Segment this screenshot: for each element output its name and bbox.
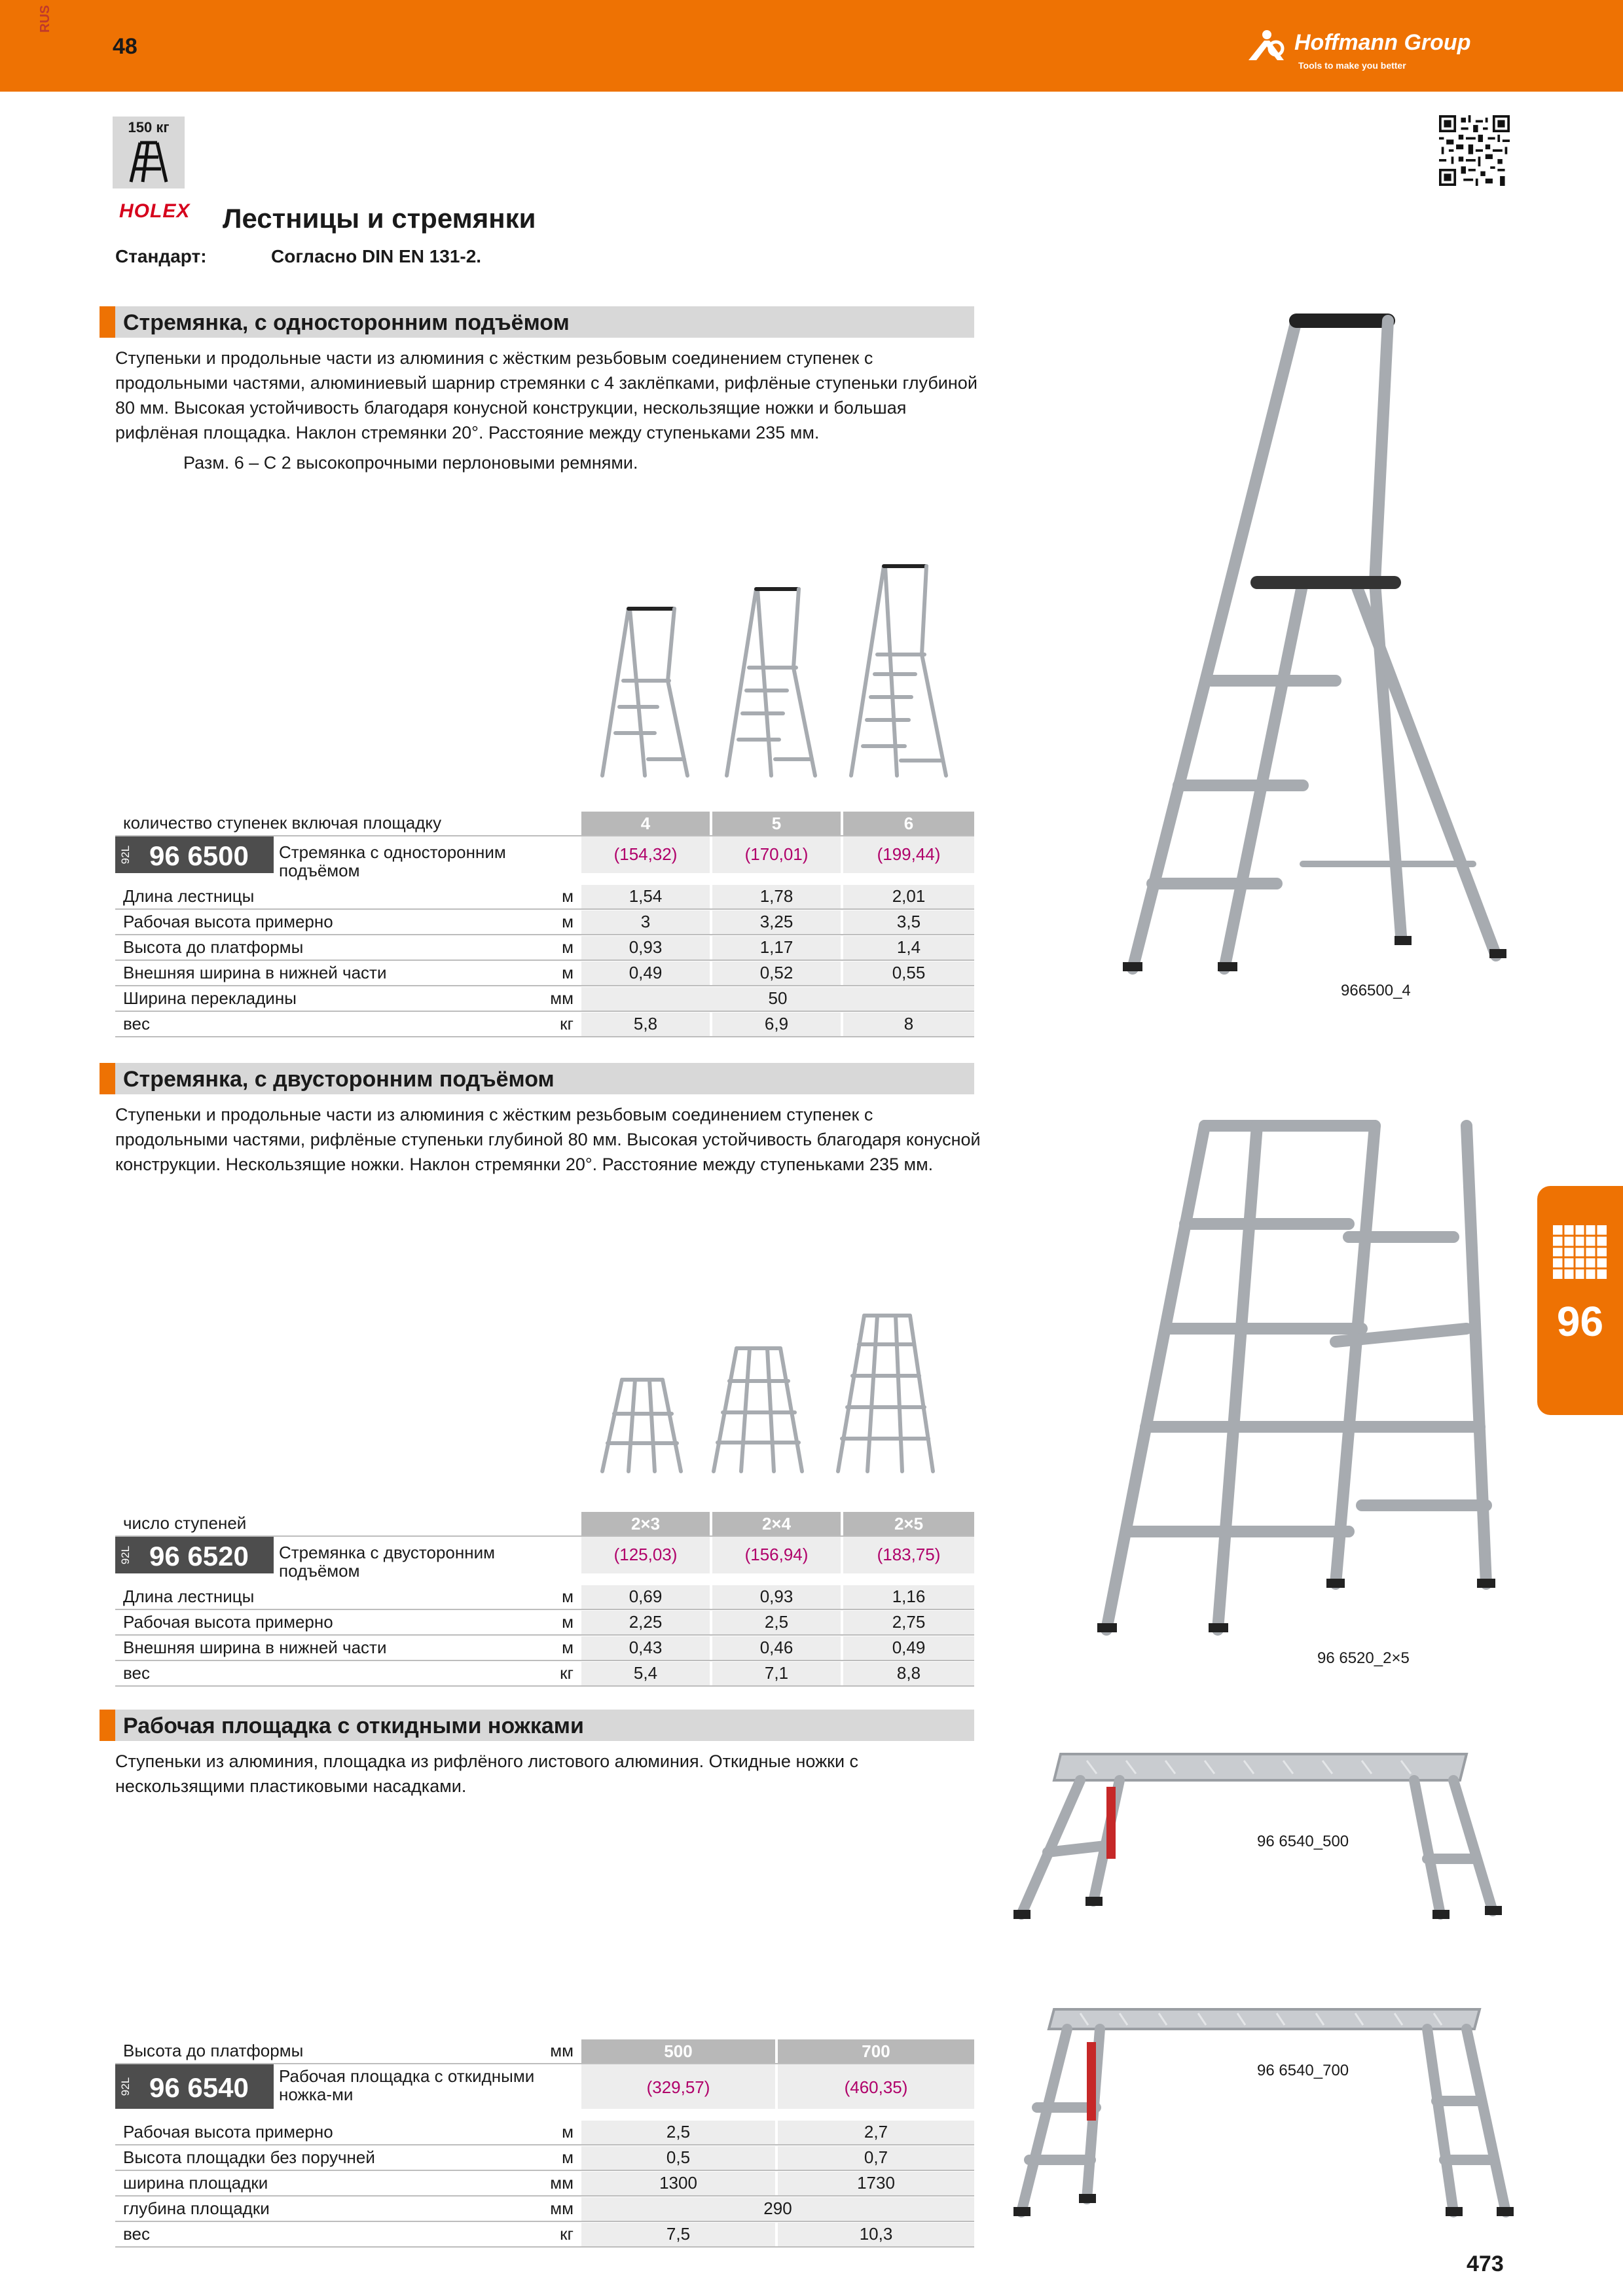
ladder-load-icon — [126, 140, 172, 183]
table-header-label: Высота до платформы — [123, 2041, 304, 2060]
price: (329,57) — [646, 2077, 710, 2097]
table-row: Рабочая высота примерно м 2,5 2,7 — [115, 2121, 974, 2145]
section-heading-text: Стремянка, с односторонним подъёмом — [123, 310, 570, 335]
table-row: Рабочая высота примерно м 2,25 2,5 2,75 — [115, 1611, 974, 1636]
section-description: Ступеньки из алюминия, площадка из рифлёного листового алюминия. Откидные ножки с нескользящими пластиковыми насадками. — [115, 1751, 859, 1796]
table-header-row — [115, 1512, 974, 1537]
column-header: 2×4 — [712, 1512, 841, 1535]
price: (125,03) — [613, 1545, 678, 1564]
table-row: вес кг 5,4 7,1 8,8 — [115, 1662, 974, 1687]
article-row[interactable] — [115, 1537, 974, 1581]
brand-tagline: Tools to make you better — [1298, 60, 1406, 71]
column-header: 500 — [581, 2039, 775, 2063]
article-group: 92L — [119, 2077, 132, 2096]
table-row: ширина площадки мм 1300 1730 — [115, 2172, 974, 2197]
spec-table-966520 — [115, 1512, 974, 1689]
page-title: Лестницы и стремянки — [223, 203, 536, 234]
article-number-box — [115, 2064, 274, 2109]
double-ladder-size-variants-image — [589, 1302, 982, 1479]
table-row: Внешняя ширина в нижней части м 0,49 0,52 0,55 — [115, 961, 974, 986]
table-header-row — [115, 2039, 974, 2064]
article-name: Рабочая площадка с откидными ножка-ми — [279, 2066, 535, 2104]
table-header-unit: мм — [550, 2041, 574, 2060]
column-header: 2×3 — [581, 1512, 710, 1535]
single-sided-ladder-image — [1106, 308, 1532, 995]
section-heading-text: Рабочая площадка с откидными ножками — [123, 1713, 584, 1738]
table-row: Ширина перекладины мм 50 — [115, 987, 974, 1012]
article-row[interactable] — [115, 2064, 974, 2109]
table-row: Длина лестницы м 0,69 0,93 1,16 — [115, 1585, 974, 1610]
table-header-label: число ступеней — [123, 1513, 247, 1533]
section-note: Разм. 6 – С 2 высокопрочными перлоновыми ремнями. — [183, 453, 638, 473]
grid-icon — [1553, 1225, 1607, 1279]
table-row: Длина лестницы м 1,54 1,78 2,01 — [115, 885, 974, 910]
table-row: глубина площадки мм 290 — [115, 2197, 974, 2222]
section-description: Ступеньки и продольные части из алюминия с жёстким резьбовым соединением ступенек с продольными частями, алюминиевый шарнир стремянки с 4 заклёпками, рифлёные ступеньки глубиной 80 мм. Высокая устойчивость благодаря конусной конструкции, нескользящие ножки и большая рифлёная площадка. Наклон стремянки 20°. Расстояние между ступеньками 235 мм. — [115, 348, 977, 442]
standard-value: Согласно DIN EN 131-2. — [271, 246, 482, 266]
column-header: 6 — [843, 812, 974, 835]
price: (154,32) — [613, 844, 678, 864]
table-row: Высота площадки без поручней м 0,5 0,7 — [115, 2146, 974, 2171]
price: (156,94) — [744, 1545, 809, 1564]
load-capacity-label: 150 кг — [128, 119, 170, 135]
holex-brand-logo: HOLEX — [119, 200, 191, 222]
qr-code-icon[interactable] — [1439, 115, 1510, 186]
brand-name: Hoffmann Group — [1294, 30, 1471, 55]
hoffmann-logo-icon — [1247, 29, 1290, 62]
ladder-size-variants-image — [589, 556, 982, 785]
article-group: 92L — [119, 1545, 132, 1565]
article-number: 96 6540 — [149, 2072, 249, 2103]
spec-table-966540 — [115, 2039, 974, 2282]
article-name: Стремянка с двусторонним подъёмом — [279, 1543, 496, 1581]
image-caption: 966500_4 — [1341, 982, 1411, 999]
table-row: вес кг 5,8 6,9 8 — [115, 1013, 974, 1037]
article-group: 92L — [119, 845, 132, 865]
table-header-label: количество ступенек включая площадку — [123, 813, 442, 833]
article-number-box — [115, 836, 274, 873]
article-number: 96 6520 — [149, 1541, 249, 1571]
brand-logo[interactable] — [1247, 26, 1509, 79]
article-name: Стремянка с односторонним подъёмом — [279, 842, 506, 880]
table-row: вес кг 7,5 10,3 — [115, 2223, 974, 2248]
page-number-top: 48 — [113, 34, 137, 59]
price: (199,44) — [877, 844, 941, 864]
table-row: Высота до платформы м 0,93 1,17 1,4 — [115, 936, 974, 961]
price: (170,01) — [744, 844, 809, 864]
load-capacity-badge — [113, 117, 185, 188]
standard-label: Стандарт: — [115, 246, 207, 266]
table-header-row — [115, 812, 974, 836]
page-number-bottom: 473 — [1467, 2251, 1504, 2276]
column-header: 700 — [778, 2039, 974, 2063]
article-row[interactable] — [115, 836, 974, 880]
section-heading-single-sided — [100, 306, 974, 338]
image-caption: 96 6520_2×5 — [1317, 1649, 1410, 1667]
column-header: 4 — [581, 812, 710, 835]
table-row: Внешняя ширина в нижней части м 0,43 0,46 0,49 — [115, 1636, 974, 1661]
section-heading-double-sided — [100, 1063, 974, 1094]
article-number-box — [115, 1537, 274, 1573]
spec-table-966500 — [115, 812, 974, 1041]
section-heading-work-platform — [100, 1710, 974, 1741]
column-header: 2×5 — [843, 1512, 974, 1535]
section-heading-text: Стремянка, с двусторонним подъёмом — [123, 1067, 555, 1092]
price: (183,75) — [877, 1545, 941, 1564]
chapter-tab[interactable] — [1537, 1186, 1623, 1415]
language-code: RUS — [38, 5, 52, 33]
column-header: 5 — [712, 812, 841, 835]
chapter-number: 96 — [1556, 1298, 1604, 1345]
table-row: Рабочая высота примерно м 3 3,25 3,5 — [115, 910, 974, 935]
double-sided-ladder-image — [1087, 1113, 1512, 1649]
section-description: Ступеньки и продольные части из алюминия с жёстким резьбовым соединением ступенек с продольными частями, рифлёные ступеньки глубиной 80 мм. Высокая устойчивость благодаря конусной конструкции. Нескользящие ножки. Наклон стремянки 20°. Расстояние между ступеньками 235 мм. — [115, 1105, 981, 1174]
price: (460,35) — [844, 2077, 908, 2097]
article-number: 96 6500 — [149, 840, 249, 871]
work-platform-700-image — [1008, 2003, 1519, 2225]
image-caption: 96 6540_700 — [1257, 2062, 1349, 2079]
image-caption: 96 6540_500 — [1257, 1833, 1349, 1850]
